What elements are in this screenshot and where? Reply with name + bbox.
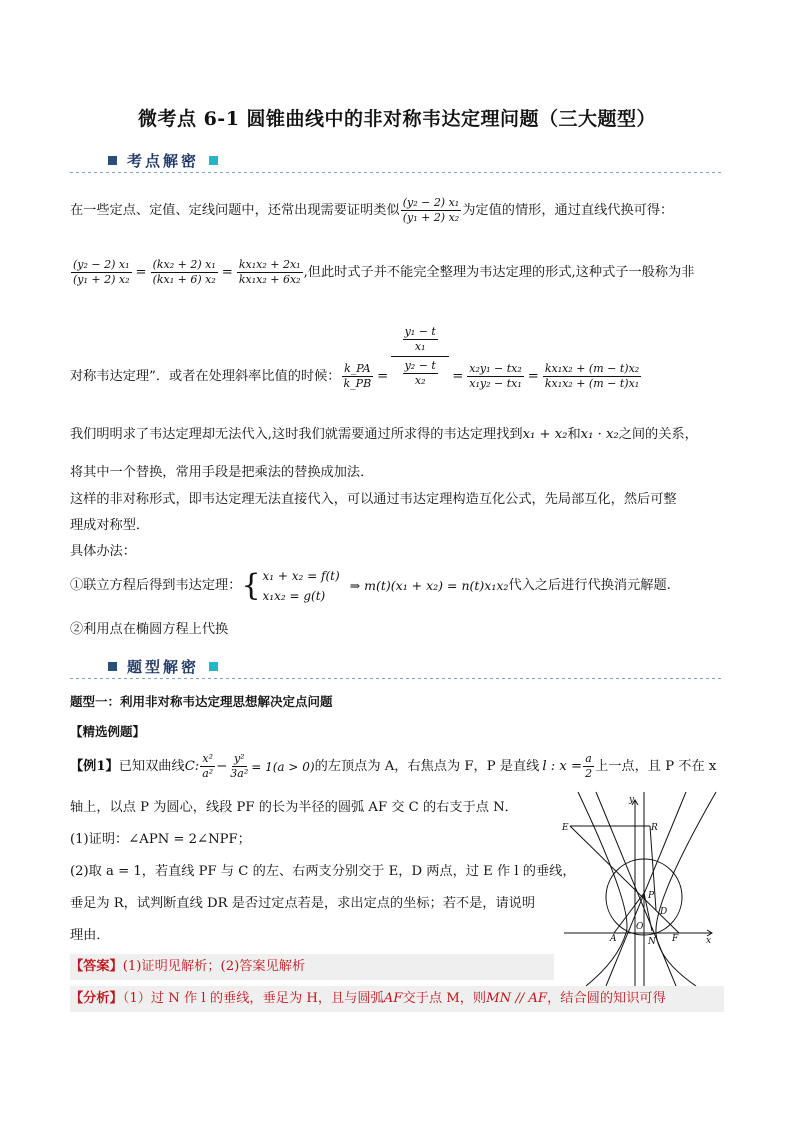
question-2-line-2: 垂足为 R，试判断直线 DR 是否过定点若是，求出定点的坐标；若不是，请说明 <box>70 896 536 911</box>
hyperbola-right-branch <box>656 792 716 986</box>
text: 我们明明求了韦达定理却无法代入,这时我们就需要通过所求得的韦达定理找到 <box>70 427 523 442</box>
text: 在一些定点、定值、定线问题中，还常出现需要证明类似 <box>70 202 400 218</box>
equation: x₁x₂ = g(t) <box>262 589 326 603</box>
label-o: O <box>636 922 644 932</box>
numerator: (kx₂ + 2) x₁ <box>152 258 216 271</box>
text: 为定值的情形，通过直线代换可得： <box>462 202 674 218</box>
denominator: k_PB <box>343 377 372 390</box>
numerator: kx₁x₂ + (m − t)x₂ <box>544 362 640 375</box>
fraction <box>200 752 215 781</box>
numerator: a <box>585 752 592 765</box>
hyperbola-left-branch <box>578 792 627 986</box>
fraction <box>401 196 462 225</box>
intro-line-5: 将其中一个替换，常用手段是把乘法的替换成加法． <box>70 465 374 480</box>
selected-examples-label: 【精选例题】 <box>70 724 146 739</box>
hyperbola-figure <box>556 790 726 986</box>
numerator: y² <box>233 752 245 765</box>
math: l : x = <box>542 758 583 774</box>
analysis-text: （1）过 N 作 l 的垂线，垂足为 H，且与圆弧 <box>122 991 384 1006</box>
denominator: x₂ <box>414 374 426 387</box>
numerator: (y₂ − 2) x₁ <box>73 258 130 271</box>
denominator: kx₁x₂ + 6x₂ <box>238 273 301 286</box>
text: 的左顶点为 A，右焦点为 F，P 是直线 <box>314 758 540 774</box>
label-y: y <box>629 795 635 805</box>
section-title: 题型解密 <box>127 658 200 676</box>
square-icon <box>209 662 218 671</box>
label-r: R <box>651 823 658 833</box>
numerator: x₂y₁ − tx₂ <box>469 362 522 375</box>
denominator: x₁y₂ − tx₁ <box>469 377 522 390</box>
text: 上一点，且 P 不在 x <box>595 758 717 774</box>
intro-line-10: ②利用点在椭圆方程上代换 <box>70 622 229 637</box>
fraction <box>403 359 438 388</box>
asymptote <box>596 792 676 986</box>
text: ,但此时式子并不能完全整理为韦达定理的形式,这种式子一般称为非 <box>303 264 695 280</box>
question-2-line-1: (2)取 a = 1，若直线 PF 与 C 的左、右两支分别交于 E，D 两点，过 E 作 l 的垂线， <box>70 864 576 879</box>
example-1-line-1: 【例1】 已知双曲线 C: $\frac{\text{x²}}{\text{a²}}$ − $\frac{\text{y²}}{\text{3a²}}$ = 1(a > 0) 的左顶点为 A，右焦点为 F，P 是直线 l : x = $\frac{a}{2}$ 上一点，且 P 不在 x <box>70 752 717 780</box>
label-f: F <box>672 934 679 944</box>
section-header-kaodian <box>108 150 218 171</box>
text: 代入之后进行代换消元解题. <box>508 578 671 593</box>
math: x₁ · x₂ <box>580 427 619 442</box>
intro-line-7: 理成对称型． <box>70 518 150 533</box>
answer-text: (1)证明见解析；(2)答案见解析 <box>122 959 306 974</box>
text: 之间的关系， <box>618 427 698 442</box>
numerator: y₂ − t <box>404 359 436 372</box>
intro-line-4 <box>70 425 698 445</box>
example-1-line-2: 轴上，以点 P 为圆心，线段 PF 的长为半径的圆弧 AF 交 C 的右支于点 N． <box>70 800 518 815</box>
denominator: 2 <box>585 767 593 780</box>
math: MN // AF <box>486 991 548 1006</box>
fraction <box>583 752 594 781</box>
fraction <box>467 362 523 391</box>
intro-line-8: 具体办法： <box>70 544 136 559</box>
math: C: <box>184 758 200 774</box>
math: = 1(a > 0) <box>251 759 315 774</box>
type-heading: 题型一：利用非对称韦达定理思想解决定点问题 <box>70 694 333 709</box>
label-e: E <box>562 823 569 833</box>
text: 已知双曲线 <box>118 758 185 774</box>
numerator: x² <box>202 752 214 765</box>
question-2-line-3: 理由． <box>70 928 110 943</box>
page-title: 微考点 6-1 圆锥曲线中的非对称韦达定理问题（三大题型） <box>137 108 657 130</box>
fraction <box>71 258 132 287</box>
fraction <box>151 258 218 287</box>
intro-line-6: 这样的非对称形式，即韦达定理无法直接代入，可以通过韦达定理构造互化公式，先局部互化，然后可整 <box>70 492 677 507</box>
fraction <box>237 258 303 287</box>
denominator: kx₁x₂ + (m − t)x₁ <box>544 377 640 390</box>
denominator: a² <box>202 767 214 780</box>
math: AF <box>383 991 403 1006</box>
denominator: x₁ <box>414 340 426 353</box>
fraction <box>403 325 438 354</box>
analysis-box <box>70 986 724 1012</box>
equation: x₁ + x₂ = f(t) <box>262 569 340 583</box>
numerator: k_PA <box>344 362 371 375</box>
label-d: D <box>660 907 668 917</box>
math: ⇒ m(t)(x₁ + x₂) = n(t)x₁x₂ <box>349 578 509 593</box>
answer-box <box>70 954 554 980</box>
label-p: P <box>648 891 655 901</box>
analysis-text: 交于点 M，则 <box>402 991 487 1006</box>
intro-line-1 <box>70 196 673 225</box>
analysis-text: ，结合圆的知识可得 <box>547 991 666 1006</box>
text: ①联立方程后得到韦达定理： <box>70 578 242 593</box>
intro-line-3: 对称韦达定理”．或者在处理斜率比值的时候： $\frac{k\_PA}{k\_PB}$ = $\frac{\text{y₁ − t}}{\text{x₁}}$ $\frac{\text{y₂ − t}}{\text{x₂}}$ = $\frac{\text{x₂y₁ − tx₂}}{\text{x₁y₂ − tx₁}}$ = $\frac{\text{kx₁x₂ + (m − t)x₂}}{\text{kx₁x₂ + (m − t)x₁}}$ <box>70 325 640 390</box>
denominator: (y₁ + 2) x₂ <box>73 273 130 286</box>
section-divider <box>70 678 724 679</box>
vieta-system <box>263 566 340 606</box>
denominator: (y₁ + 2) x₂ <box>402 211 460 224</box>
fraction <box>342 362 374 391</box>
fraction <box>543 362 641 391</box>
section-divider <box>70 172 724 173</box>
text: 对称韦达定理”．或者在处理斜率比值的时候： <box>70 368 341 384</box>
answer-tag: 【答案】 <box>70 959 123 974</box>
denominator: 3a² <box>230 767 249 780</box>
label-x: x <box>706 936 712 946</box>
analysis-tag: 【分析】 <box>70 991 123 1006</box>
square-icon <box>108 662 117 671</box>
label-a: A <box>610 934 617 944</box>
square-icon <box>209 156 218 165</box>
math: x₁ + x₂ <box>522 427 568 442</box>
section-title: 考点解密 <box>127 152 200 170</box>
fraction <box>228 752 250 781</box>
example-tag: 【例1】 <box>70 758 119 774</box>
numerator: kx₁x₂ + 2x₁ <box>238 258 301 271</box>
numerator: y₁ − t <box>404 325 436 338</box>
square-icon <box>108 156 117 165</box>
question-1: (1)证明：∠APN = 2∠NPF； <box>70 832 251 847</box>
intro-line-2: $\frac{\text{(y₂ − 2) x₁}}{\text{(y₁ + 2) x₂}}$ = $\frac{\text{(kx₂ + 2) x₁}}{\text{(kx₁ + 6) x₂}}$ = $\frac{\text{kx₁x₂ + 2x₁}}{\text{kx₁x₂ + 6x₂}}$ ,但此时式子并不能完全整理为韦达定理的形式,这种式子一般称为非 <box>73 258 695 286</box>
compound-fraction <box>391 325 449 388</box>
intro-line-9: ①联立方程后得到韦达定理： { x₁ + x₂ = f(t) x₁x₂ = g(t) ⇒ m(t)(x₁ + x₂) = n(t)x₁x₂ 代入之后进行代换消元解题. <box>70 566 671 606</box>
numerator: (y₂ − 2) x₁ <box>402 196 460 209</box>
section-header-tixing <box>108 656 218 677</box>
asymptote <box>606 792 686 986</box>
label-n: N <box>648 937 656 947</box>
text: 和 <box>567 427 581 442</box>
denominator: (kx₁ + 6) x₂ <box>152 273 216 286</box>
